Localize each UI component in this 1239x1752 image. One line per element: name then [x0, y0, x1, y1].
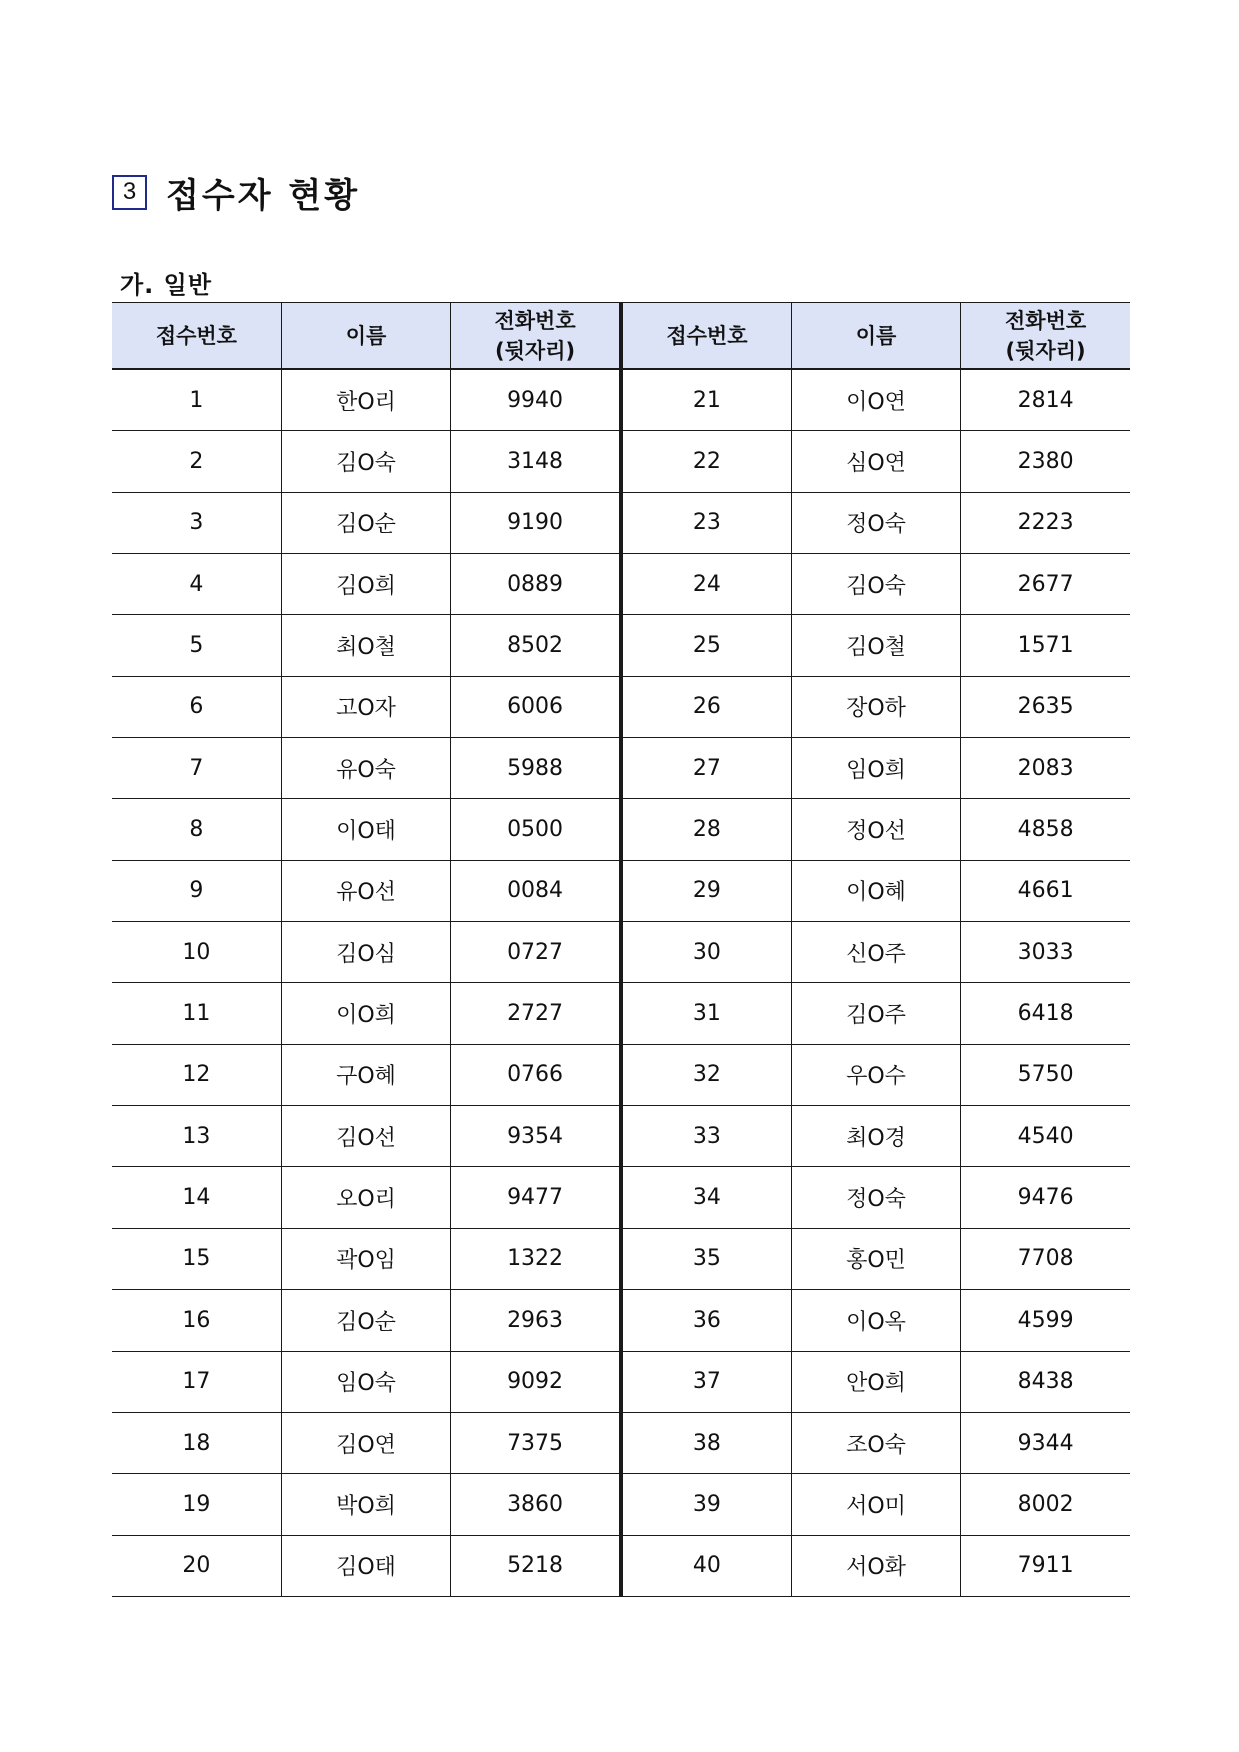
table-row: [622, 983, 1130, 1044]
cell-number: 1: [112, 369, 281, 431]
cell-name: 구O혜: [281, 1044, 450, 1105]
cell-phone: 3860: [451, 1474, 620, 1535]
cell-number: 14: [112, 1167, 281, 1228]
table-row: [112, 615, 620, 676]
cell-number: 29: [622, 860, 791, 921]
table-row: [112, 860, 620, 921]
header-name: 이름: [281, 303, 450, 370]
table-row: [622, 1290, 1130, 1351]
cell-phone: 9092: [451, 1351, 620, 1412]
table-row: [112, 492, 620, 553]
header-number: 접수번호: [622, 303, 791, 370]
cell-phone: 9190: [451, 492, 620, 553]
cell-number: 9: [112, 860, 281, 921]
cell-name: 김O연: [281, 1412, 450, 1473]
cell-number: 13: [112, 1106, 281, 1167]
section-title: 접수자 현황: [166, 175, 361, 216]
cell-number: 16: [112, 1290, 281, 1351]
cell-number: 28: [622, 799, 791, 860]
cell-phone: 2635: [961, 676, 1130, 737]
cell-number: 34: [622, 1167, 791, 1228]
table-row: [112, 1228, 620, 1289]
cell-phone: 6418: [961, 983, 1130, 1044]
table-row: [112, 1535, 620, 1596]
cell-number: 19: [112, 1474, 281, 1535]
cell-name: 김O태: [281, 1535, 450, 1596]
applicants-table-left: [112, 302, 621, 1597]
table-row: [622, 1351, 1130, 1412]
cell-number: 38: [622, 1412, 791, 1473]
cell-name: 심O연: [791, 431, 960, 492]
cell-name: 정O선: [791, 799, 960, 860]
cell-phone: 8438: [961, 1351, 1130, 1412]
table-row: [622, 554, 1130, 615]
cell-phone: 4540: [961, 1106, 1130, 1167]
cell-name: 정O숙: [791, 1167, 960, 1228]
cell-name: 김O선: [281, 1106, 450, 1167]
header-phone-line1: 전화번호: [1005, 308, 1087, 333]
cell-name: 곽O임: [281, 1228, 450, 1289]
table-row: [112, 369, 620, 431]
cell-number: 31: [622, 983, 791, 1044]
cell-number: 26: [622, 676, 791, 737]
section-number-box: 3: [112, 175, 147, 210]
table-row: [622, 676, 1130, 737]
cell-phone: 1322: [451, 1228, 620, 1289]
cell-phone: 8502: [451, 615, 620, 676]
cell-name: 이O희: [281, 983, 450, 1044]
header-number: 접수번호: [112, 303, 281, 370]
cell-name: 김O숙: [791, 554, 960, 615]
cell-phone: 0500: [451, 799, 620, 860]
cell-phone: 2727: [451, 983, 620, 1044]
cell-number: 35: [622, 1228, 791, 1289]
cell-phone: 5218: [451, 1535, 620, 1596]
cell-number: 10: [112, 922, 281, 983]
cell-name: 김O숙: [281, 431, 450, 492]
table-row: [112, 1412, 620, 1473]
header-phone: [961, 303, 1130, 370]
table-row: [622, 1535, 1130, 1596]
cell-phone: 4661: [961, 860, 1130, 921]
section-heading: [112, 171, 361, 216]
table-row: [622, 369, 1130, 431]
cell-phone: 1571: [961, 615, 1130, 676]
table-row: [112, 431, 620, 492]
cell-number: 7: [112, 738, 281, 799]
header-name: 이름: [791, 303, 960, 370]
table-row: [622, 922, 1130, 983]
table-row: [622, 738, 1130, 799]
table-row: [622, 431, 1130, 492]
cell-name: 서O화: [791, 1535, 960, 1596]
cell-number: 20: [112, 1535, 281, 1596]
cell-name: 신O주: [791, 922, 960, 983]
cell-number: 23: [622, 492, 791, 553]
header-row: [622, 303, 1130, 370]
cell-phone: 0084: [451, 860, 620, 921]
cell-number: 12: [112, 1044, 281, 1105]
cell-number: 25: [622, 615, 791, 676]
table-row: [112, 1044, 620, 1105]
table-row: [622, 1228, 1130, 1289]
table-row: [112, 799, 620, 860]
cell-phone: 9344: [961, 1412, 1130, 1473]
cell-name: 유O숙: [281, 738, 450, 799]
header-phone-line2: (뒷자리): [495, 338, 576, 363]
cell-name: 김O심: [281, 922, 450, 983]
cell-name: 서O미: [791, 1474, 960, 1535]
cell-phone: 5750: [961, 1044, 1130, 1105]
cell-number: 15: [112, 1228, 281, 1289]
table-row: [112, 1106, 620, 1167]
applicants-table: [112, 302, 1130, 1597]
table-row: [622, 615, 1130, 676]
cell-name: 이O태: [281, 799, 450, 860]
cell-number: 30: [622, 922, 791, 983]
subsection-title: 가. 일반: [120, 271, 213, 299]
cell-number: 27: [622, 738, 791, 799]
cell-name: 김O철: [791, 615, 960, 676]
cell-phone: 5988: [451, 738, 620, 799]
cell-name: 김O순: [281, 1290, 450, 1351]
cell-phone: 0727: [451, 922, 620, 983]
cell-number: 40: [622, 1535, 791, 1596]
cell-phone: 9354: [451, 1106, 620, 1167]
cell-name: 이O혜: [791, 860, 960, 921]
cell-phone: 2380: [961, 431, 1130, 492]
cell-phone: 0766: [451, 1044, 620, 1105]
table-row: [112, 1474, 620, 1535]
cell-phone: 6006: [451, 676, 620, 737]
cell-number: 39: [622, 1474, 791, 1535]
cell-name: 임O숙: [281, 1351, 450, 1412]
table-row: [112, 983, 620, 1044]
cell-phone: 9477: [451, 1167, 620, 1228]
cell-name: 정O숙: [791, 492, 960, 553]
header-phone: [451, 303, 620, 370]
cell-number: 2: [112, 431, 281, 492]
cell-number: 18: [112, 1412, 281, 1473]
table-row: [622, 799, 1130, 860]
cell-name: 박O희: [281, 1474, 450, 1535]
cell-name: 임O희: [791, 738, 960, 799]
cell-name: 장O하: [791, 676, 960, 737]
table-row: [622, 860, 1130, 921]
cell-phone: 3148: [451, 431, 620, 492]
header-phone-line2: (뒷자리): [1005, 338, 1086, 363]
cell-number: 36: [622, 1290, 791, 1351]
cell-number: 8: [112, 799, 281, 860]
table-row: [112, 1290, 620, 1351]
table-row: [112, 1167, 620, 1228]
table-row: [622, 492, 1130, 553]
cell-phone: 2083: [961, 738, 1130, 799]
cell-number: 11: [112, 983, 281, 1044]
cell-name: 이O옥: [791, 1290, 960, 1351]
cell-name: 김O주: [791, 983, 960, 1044]
table-row: [622, 1412, 1130, 1473]
cell-phone: 0889: [451, 554, 620, 615]
cell-number: 37: [622, 1351, 791, 1412]
cell-name: 홍O민: [791, 1228, 960, 1289]
cell-name: 김O순: [281, 492, 450, 553]
cell-name: 한O리: [281, 369, 450, 431]
cell-phone: 2223: [961, 492, 1130, 553]
cell-phone: 3033: [961, 922, 1130, 983]
cell-number: 21: [622, 369, 791, 431]
cell-name: 최O경: [791, 1106, 960, 1167]
cell-phone: 8002: [961, 1474, 1130, 1535]
table-row: [112, 1351, 620, 1412]
cell-name: 김O희: [281, 554, 450, 615]
cell-phone: 7375: [451, 1412, 620, 1473]
cell-number: 5: [112, 615, 281, 676]
cell-number: 24: [622, 554, 791, 615]
cell-phone: 7911: [961, 1535, 1130, 1596]
cell-phone: 4858: [961, 799, 1130, 860]
cell-phone: 2814: [961, 369, 1130, 431]
cell-name: 최O철: [281, 615, 450, 676]
cell-number: 32: [622, 1044, 791, 1105]
table-row: [112, 738, 620, 799]
cell-phone: 9476: [961, 1167, 1130, 1228]
cell-number: 3: [112, 492, 281, 553]
cell-phone: 4599: [961, 1290, 1130, 1351]
cell-name: 오O리: [281, 1167, 450, 1228]
cell-number: 33: [622, 1106, 791, 1167]
cell-name: 유O선: [281, 860, 450, 921]
cell-number: 6: [112, 676, 281, 737]
table-row: [112, 554, 620, 615]
cell-number: 17: [112, 1351, 281, 1412]
table-row: [622, 1106, 1130, 1167]
applicants-table-right: [621, 302, 1130, 1597]
cell-number: 22: [622, 431, 791, 492]
cell-name: 안O희: [791, 1351, 960, 1412]
table-row: [112, 676, 620, 737]
table-row: [622, 1044, 1130, 1105]
table-row: [622, 1474, 1130, 1535]
header-phone-line1: 전화번호: [494, 308, 576, 333]
cell-name: 조O숙: [791, 1412, 960, 1473]
cell-phone: 7708: [961, 1228, 1130, 1289]
table-row: [112, 922, 620, 983]
cell-name: 이O연: [791, 369, 960, 431]
cell-name: 고O자: [281, 676, 450, 737]
cell-name: 우O수: [791, 1044, 960, 1105]
cell-phone: 2963: [451, 1290, 620, 1351]
cell-number: 4: [112, 554, 281, 615]
cell-phone: 9940: [451, 369, 620, 431]
header-row: [112, 303, 620, 370]
cell-phone: 2677: [961, 554, 1130, 615]
table-row: [622, 1167, 1130, 1228]
